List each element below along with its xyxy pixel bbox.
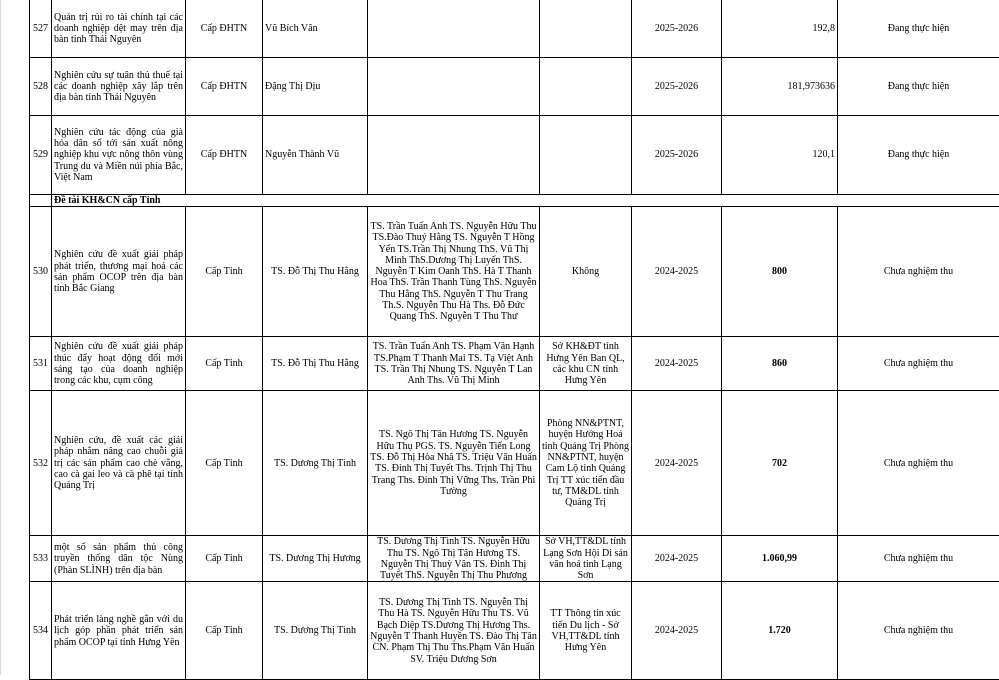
- project-level: Cấp Tỉnh: [186, 536, 263, 582]
- project-members: TS. Ngô Thị Tân Hương TS. Nguyễn Hữu Thụ PGS. TS. Nguyễn Tiến Long TS. Đỗ Thị Hòa Nhã TS. Triệu Văn Huấn TS. Đinh Thị Tuyết Ths. Trịnh Thị Thu Trang Ths. Đinh Thị Vững Ths. Trần Phi Tường: [368, 391, 540, 536]
- project-budget: 181,973636: [722, 58, 838, 116]
- project-status: Chưa nghiệm thu: [838, 207, 999, 337]
- project-partner: TT Thông tin xúc tiến Du lịch - Sở VH,TT&DL tỉnh Hưng Yên: [540, 582, 632, 680]
- table-row: [30, 582, 999, 680]
- project-partner: Sở VH,TT&DL tỉnh Lạng Sơn Hội Di sản văn hoá tỉnh Lạng Sơn: [540, 536, 632, 582]
- project-lead: Đặng Thị Dịu: [263, 58, 368, 116]
- project-period: 2024-2025: [632, 207, 722, 337]
- row-number: 530: [30, 207, 52, 337]
- table-row: [30, 536, 999, 582]
- project-period: 2025-2026: [632, 58, 722, 116]
- project-name: Nghiên cứu đề xuất giải pháp phát triển, thương mại hoá các sản phẩm OCOP trên địa bàn tỉnh Bắc Giang: [52, 207, 186, 337]
- project-partner: [540, 58, 632, 116]
- project-status: Đang thực hiện: [838, 116, 999, 195]
- table-row: [30, 337, 999, 391]
- project-name: Nghiên cứu đề xuất giải pháp thúc đẩy hoạt động đổi mới sáng tạo của doanh nghiệp trong các khu, cụm công: [52, 337, 186, 391]
- project-lead: TS. Đỗ Thị Thu Hằng: [263, 207, 368, 337]
- project-members: [368, 0, 540, 58]
- project-level: Cấp Tỉnh: [186, 391, 263, 536]
- project-lead: Vũ Bích Vân: [263, 0, 368, 58]
- project-lead: TS. Dương Thị Tình: [263, 582, 368, 680]
- project-budget: 800: [722, 207, 838, 337]
- project-period: 2024-2025: [632, 582, 722, 680]
- project-partner: Phòng NN&PTNT, huyện Hướng Hoá tỉnh Quảng Trị Phòng NN&PTNT, huyện Cam Lộ tỉnh Quảng Trị TT xúc tiến đầu tư, TM&DL tỉnh Quảng Trị: [540, 391, 632, 536]
- project-members: TS. Trần Tuấn Anh TS. Nguyễn Hữu Thu TS.Đào Thuý Hằng TS. Nguyễn T Hồng Yến TS.Trần Thị Nhung ThS. Vũ Thị Minh ThS.Dương Thị Luyến ThS. Nguyễn T Kim Oanh ThS. Hà T Thanh Hoa ThS. Trần Thanh Tùng ThS. Nguyễn Thu Hằng ThS. Nguyễn T Thu Trang Th.S. Nguyễn Thu Hà Ths. Đỗ Đức Quang ThS. Nguyễn T Thu Thư: [368, 207, 540, 337]
- project-status: Chưa nghiệm thu: [838, 391, 999, 536]
- project-name: một số sản phẩm thủ công truyền thống dân tộc Nùng (Phàn SLÌNH) trên địa bàn: [52, 536, 186, 582]
- project-level: Cấp Tỉnh: [186, 207, 263, 337]
- project-members: TS. Dương Thị Tình TS. Nguyễn Hữu Thu TS. Ngô Thị Tân Hương TS. Nguyễn Thị Thuỳ Vân TS. Đinh Thị Tuyết ThS. Nguyễn Thị Thu Phương: [368, 536, 540, 582]
- project-period: 2025-2026: [632, 116, 722, 195]
- project-status: Đang thực hiện: [838, 0, 999, 58]
- project-status: Chưa nghiệm thu: [838, 582, 999, 680]
- project-name: Nghiên cứu, đề xuất các giải pháp nhằm nâng cao chuỗi giá trị các sản phẩm cao chè vằng, cao cà gai leo và cà phê tại tỉnh Quảng Trị: [52, 391, 186, 536]
- project-lead: TS. Đỗ Thị Thu Hằng: [263, 337, 368, 391]
- project-lead: TS. Dương Thị Hương: [263, 536, 368, 582]
- project-members: TS. Dương Thị Tình TS. Nguyễn Thị Thu Hà TS. Nguyễn Hữu Thu TS. Vũ Bạch Diệp TS.Dương Thị Hương Ths. Nguyễn T Thanh Huyền TS. Đào Thị Tân CN. Phạm Thị Thu Ths.Phạm Văn Huấn SV. Triệu Dương Sơn: [368, 582, 540, 680]
- project-level: Cấp ĐHTN: [186, 0, 263, 58]
- project-members: [368, 58, 540, 116]
- table-row: [30, 391, 999, 536]
- project-level: Cấp Tỉnh: [186, 337, 263, 391]
- project-name: Phát triển làng nghề gắn với du lịch góp phần phát triển sản phẩm OCOP tại tỉnh Hưng Yên: [52, 582, 186, 680]
- project-name: Nghiên cứu tác động của già hóa dân số tới sản xuất nông nghiệp khu vực nông thôn vùng Trung du và Miền núi phía Bắc, Việt Nam: [52, 116, 186, 195]
- project-budget: 192,8: [722, 0, 838, 58]
- project-lead: TS. Dương Thị Tình: [263, 391, 368, 536]
- project-name: Quản trị rủi ro tài chính tại các doanh nghiệp dệt may trên địa bàn tỉnh Thái Nguyên: [52, 0, 186, 58]
- project-level: Cấp Tỉnh: [186, 582, 263, 680]
- project-period: 2025-2026: [632, 0, 722, 58]
- project-partner: [540, 116, 632, 195]
- row-number: 528: [30, 58, 52, 116]
- project-members: [368, 116, 540, 195]
- project-members: TS. Trần Tuấn Anh TS. Phạm Văn Hạnh TS.Phạm T Thanh Mai TS. Tạ Việt Anh TS. Trần Thị Nhung TS. Nguyễn T Lan Anh Ths. Vũ Thị Minh: [368, 337, 540, 391]
- row-number: 527: [30, 0, 52, 58]
- project-budget: 120,1: [722, 116, 838, 195]
- project-budget: 1.060,99: [722, 536, 838, 582]
- project-period: 2024-2025: [632, 337, 722, 391]
- project-budget: 1.720: [722, 582, 838, 680]
- project-period: 2024-2025: [632, 391, 722, 536]
- table-row: [30, 58, 999, 116]
- row-number: 534: [30, 582, 52, 680]
- table-row: [30, 0, 999, 58]
- section-label: Đề tài KH&CN cấp Tỉnh: [52, 195, 999, 207]
- table-row: [30, 207, 999, 337]
- page-edge: [0, 0, 1, 675]
- section-number: [30, 195, 52, 207]
- project-status: Đang thực hiện: [838, 58, 999, 116]
- section-row: [30, 195, 999, 207]
- project-table: [29, 0, 999, 680]
- project-status: Chưa nghiệm thu: [838, 536, 999, 582]
- row-number: 533: [30, 536, 52, 582]
- project-partner: [540, 0, 632, 58]
- project-status: Chưa nghiệm thu: [838, 337, 999, 391]
- project-period: 2024-2025: [632, 536, 722, 582]
- project-level: Cấp ĐHTN: [186, 116, 263, 195]
- project-partner: Sở KH&ĐT tỉnh Hưng Yên Ban QL, các khu CN tỉnh Hưng Yên: [540, 337, 632, 391]
- project-partner: Không: [540, 207, 632, 337]
- project-budget: 860: [722, 337, 838, 391]
- table-row: [30, 116, 999, 195]
- project-level: Cấp ĐHTN: [186, 58, 263, 116]
- row-number: 531: [30, 337, 52, 391]
- row-number: 529: [30, 116, 52, 195]
- project-name: Nghiên cứu sự tuân thủ thuế tại các doanh nghiệp xây lắp trên địa bàn tỉnh Thái Nguyên: [52, 58, 186, 116]
- project-budget: 702: [722, 391, 838, 536]
- row-number: 532: [30, 391, 52, 536]
- project-lead: Nguyễn Thành Vũ: [263, 116, 368, 195]
